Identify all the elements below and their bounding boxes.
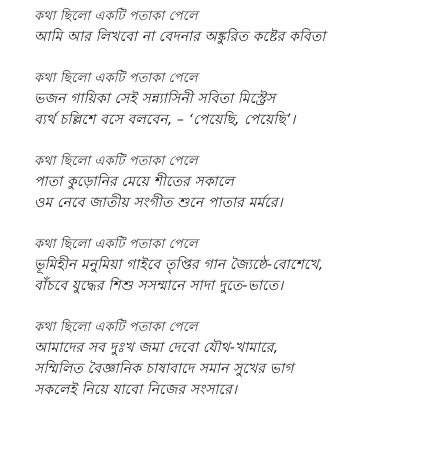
stanza-4-line-2: ভূমিহীন মনুমিয়া গাইবে তৃপ্তির গান জ্যৈষ্ঠে-বোশেখে, <box>34 257 324 273</box>
stanza-2-line-1: কথা ছিলো একটি পতাকা পেলে <box>34 71 198 86</box>
stanza-5-line-4: সকলেই নিয়ে যাবো নিজের সংসারে। <box>34 382 238 398</box>
stanza-5-line-2: আমাদের সব দুঃখ জমা দেবো যৌথ-খামারে, <box>34 340 279 356</box>
stanza-1 <box>34 6 419 48</box>
stanza-5-line-1: কথা ছিলো একটি পতাকা পেলে <box>34 320 198 335</box>
poem <box>34 6 419 421</box>
stanza-2-line-3: ব্যর্থ চল্লিশে বসে বলবেন, – ‘পেয়েছি, পেয়েছি’। <box>34 112 296 128</box>
stanza-3-line-2: পাতা কুড়োনির মেয়ে শীতের সকালে <box>34 174 234 190</box>
stanza-4-line-3: বাঁচবে যুদ্ধের শিশু সসম্মানে সাদা দুতে-ভাতে। <box>34 278 284 294</box>
stanza-1-line-2: আমি আর লিখবো না বেদনার অঙ্কুরিত কষ্টের কবিতা <box>34 29 326 45</box>
stanza-4-line-1: কথা ছিলো একটি পতাকা পেলে <box>34 237 198 252</box>
stanza-2 <box>34 68 419 131</box>
stanza-1-line-1: কথা ছিলো একটি পতাকা পেলে <box>34 9 198 24</box>
stanza-2-line-2: ভজন গায়িকা সেই সন্ন্যাসিনী সবিতা মিস্ট্রেস <box>34 91 276 107</box>
stanza-3 <box>34 151 419 214</box>
stanza-5-line-3: সম্মিলিত বৈজ্ঞানিক চাষাবাদে সমান সুখের ভাগ <box>34 361 294 377</box>
stanza-3-line-1: কথা ছিলো একটি পতাকা পেলে <box>34 154 198 169</box>
stanza-5 <box>34 317 419 401</box>
stanza-3-line-3: ওম নেবে জাতীয় সংগীত শুনে পাতার মর্মরে। <box>34 195 283 211</box>
stanza-4 <box>34 234 419 297</box>
